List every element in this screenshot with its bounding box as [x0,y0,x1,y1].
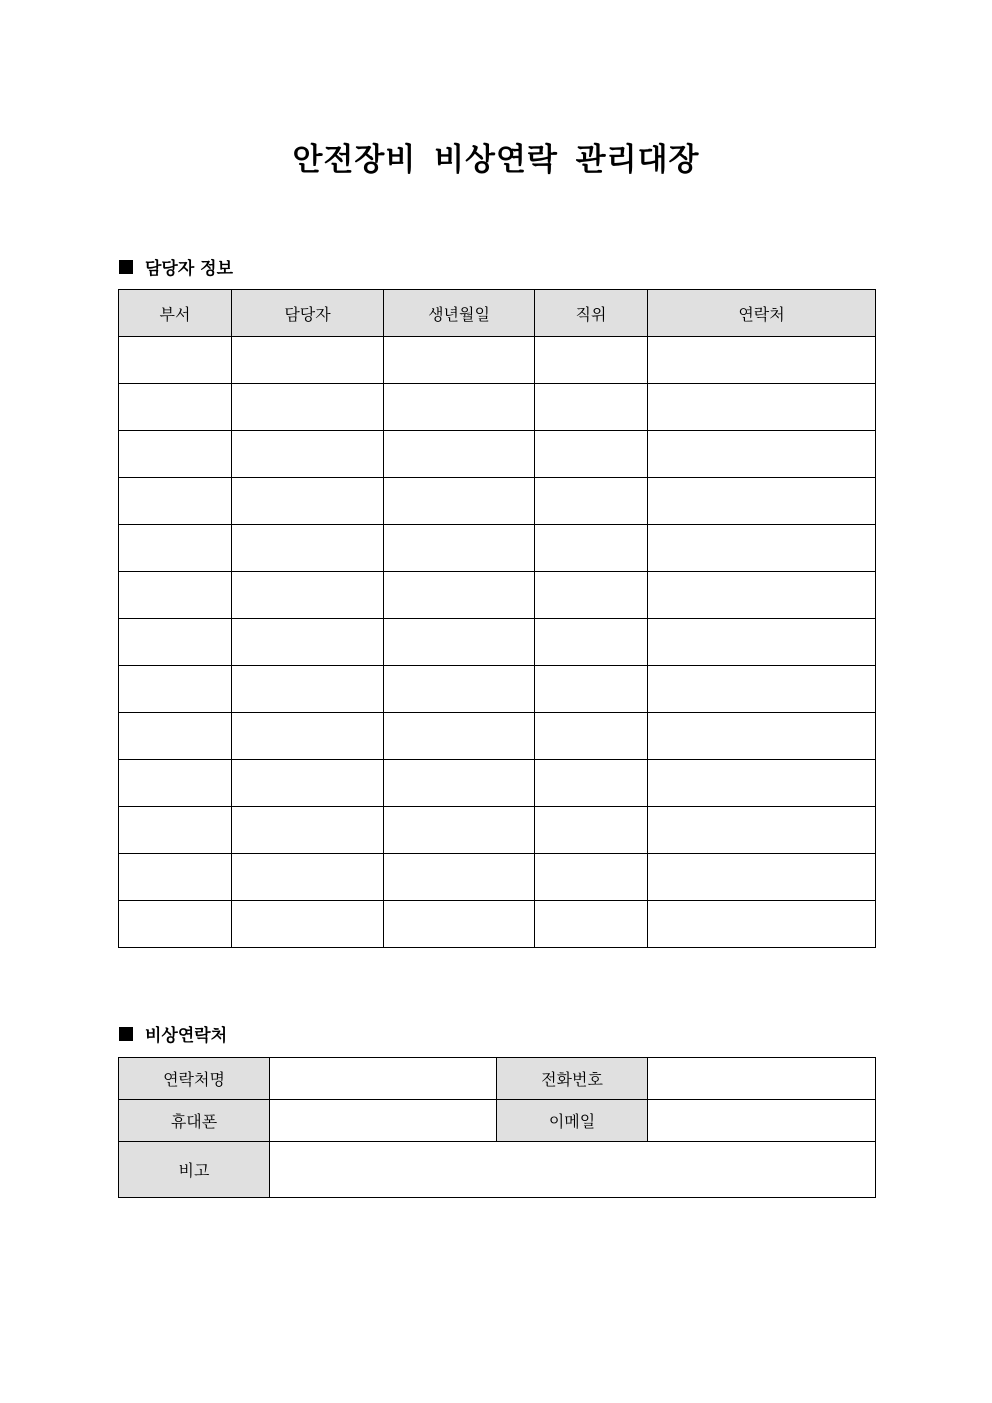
cell-contact[interactable] [648,431,876,478]
column-header-birthdate: 생년월일 [384,290,535,337]
cell-manager[interactable] [232,807,384,854]
cell-manager[interactable] [232,431,384,478]
cell-birthdate[interactable] [384,854,535,901]
cell-contact[interactable] [648,666,876,713]
email-field[interactable] [648,1100,876,1142]
staff-table-header-row [119,290,876,337]
cell-manager[interactable] [232,760,384,807]
cell-contact[interactable] [648,854,876,901]
table-row [119,478,876,525]
staff-section-heading [119,254,233,279]
email-label: 이메일 [497,1100,648,1142]
contact-row-mobile-email [119,1100,876,1142]
cell-contact[interactable] [648,760,876,807]
contact-section-heading-text: 비상연락처 [145,1026,228,1046]
table-row [119,525,876,572]
cell-department[interactable] [119,666,232,713]
cell-position[interactable] [535,666,648,713]
table-row [119,384,876,431]
contact-row-name-phone [119,1058,876,1100]
table-row [119,337,876,384]
remarks-field[interactable] [270,1142,876,1198]
cell-contact[interactable] [648,619,876,666]
table-row [119,431,876,478]
cell-contact[interactable] [648,713,876,760]
mobile-field[interactable] [270,1100,497,1142]
staff-info-table [118,289,876,948]
table-row [119,807,876,854]
column-header-contact: 연락처 [648,290,876,337]
cell-contact[interactable] [648,572,876,619]
cell-manager[interactable] [232,384,384,431]
contact-row-remarks [119,1142,876,1198]
cell-manager[interactable] [232,901,384,948]
remarks-label: 비고 [119,1142,270,1198]
cell-contact[interactable] [648,807,876,854]
cell-birthdate[interactable] [384,760,535,807]
cell-position[interactable] [535,807,648,854]
cell-department[interactable] [119,854,232,901]
cell-birthdate[interactable] [384,572,535,619]
cell-department[interactable] [119,525,232,572]
table-row [119,760,876,807]
cell-contact[interactable] [648,337,876,384]
table-row [119,619,876,666]
cell-department[interactable] [119,713,232,760]
cell-department[interactable] [119,901,232,948]
cell-department[interactable] [119,807,232,854]
column-header-manager: 담당자 [232,290,384,337]
cell-manager[interactable] [232,713,384,760]
phone-field[interactable] [648,1058,876,1100]
column-header-department: 부서 [119,290,232,337]
cell-position[interactable] [535,337,648,384]
cell-birthdate[interactable] [384,337,535,384]
page-title: 안전장비 비상연락 관리대장 [292,142,700,178]
cell-manager[interactable] [232,619,384,666]
cell-department[interactable] [119,337,232,384]
cell-contact[interactable] [648,384,876,431]
table-row [119,666,876,713]
cell-position[interactable] [535,854,648,901]
table-row [119,854,876,901]
cell-position[interactable] [535,760,648,807]
cell-position[interactable] [535,619,648,666]
cell-manager[interactable] [232,337,384,384]
cell-department[interactable] [119,760,232,807]
cell-birthdate[interactable] [384,478,535,525]
cell-position[interactable] [535,713,648,760]
cell-position[interactable] [535,572,648,619]
cell-department[interactable] [119,619,232,666]
cell-manager[interactable] [232,525,384,572]
cell-birthdate[interactable] [384,807,535,854]
contact-section-heading [119,1021,227,1046]
square-bullet-icon [119,260,133,274]
cell-manager[interactable] [232,572,384,619]
mobile-label: 휴대폰 [119,1100,270,1142]
column-header-position: 직위 [535,290,648,337]
table-row [119,713,876,760]
contact-name-field[interactable] [270,1058,497,1100]
table-row [119,901,876,948]
cell-birthdate[interactable] [384,525,535,572]
cell-contact[interactable] [648,901,876,948]
cell-birthdate[interactable] [384,901,535,948]
cell-position[interactable] [535,478,648,525]
cell-position[interactable] [535,901,648,948]
phone-label: 전화번호 [497,1058,648,1100]
cell-manager[interactable] [232,666,384,713]
table-row [119,572,876,619]
cell-birthdate[interactable] [384,384,535,431]
cell-position[interactable] [535,384,648,431]
cell-position[interactable] [535,525,648,572]
cell-birthdate[interactable] [384,619,535,666]
cell-contact[interactable] [648,478,876,525]
staff-section-heading-text: 담당자 정보 [145,259,234,279]
square-bullet-icon [119,1027,133,1041]
cell-birthdate[interactable] [384,713,535,760]
cell-department[interactable] [119,572,232,619]
cell-department[interactable] [119,384,232,431]
cell-contact[interactable] [648,525,876,572]
cell-manager[interactable] [232,478,384,525]
cell-department[interactable] [119,431,232,478]
contact-name-label: 연락처명 [119,1058,270,1100]
cell-position[interactable] [535,431,648,478]
cell-birthdate[interactable] [384,666,535,713]
cell-department[interactable] [119,478,232,525]
emergency-contact-table [118,1057,876,1198]
cell-manager[interactable] [232,854,384,901]
cell-birthdate[interactable] [384,431,535,478]
